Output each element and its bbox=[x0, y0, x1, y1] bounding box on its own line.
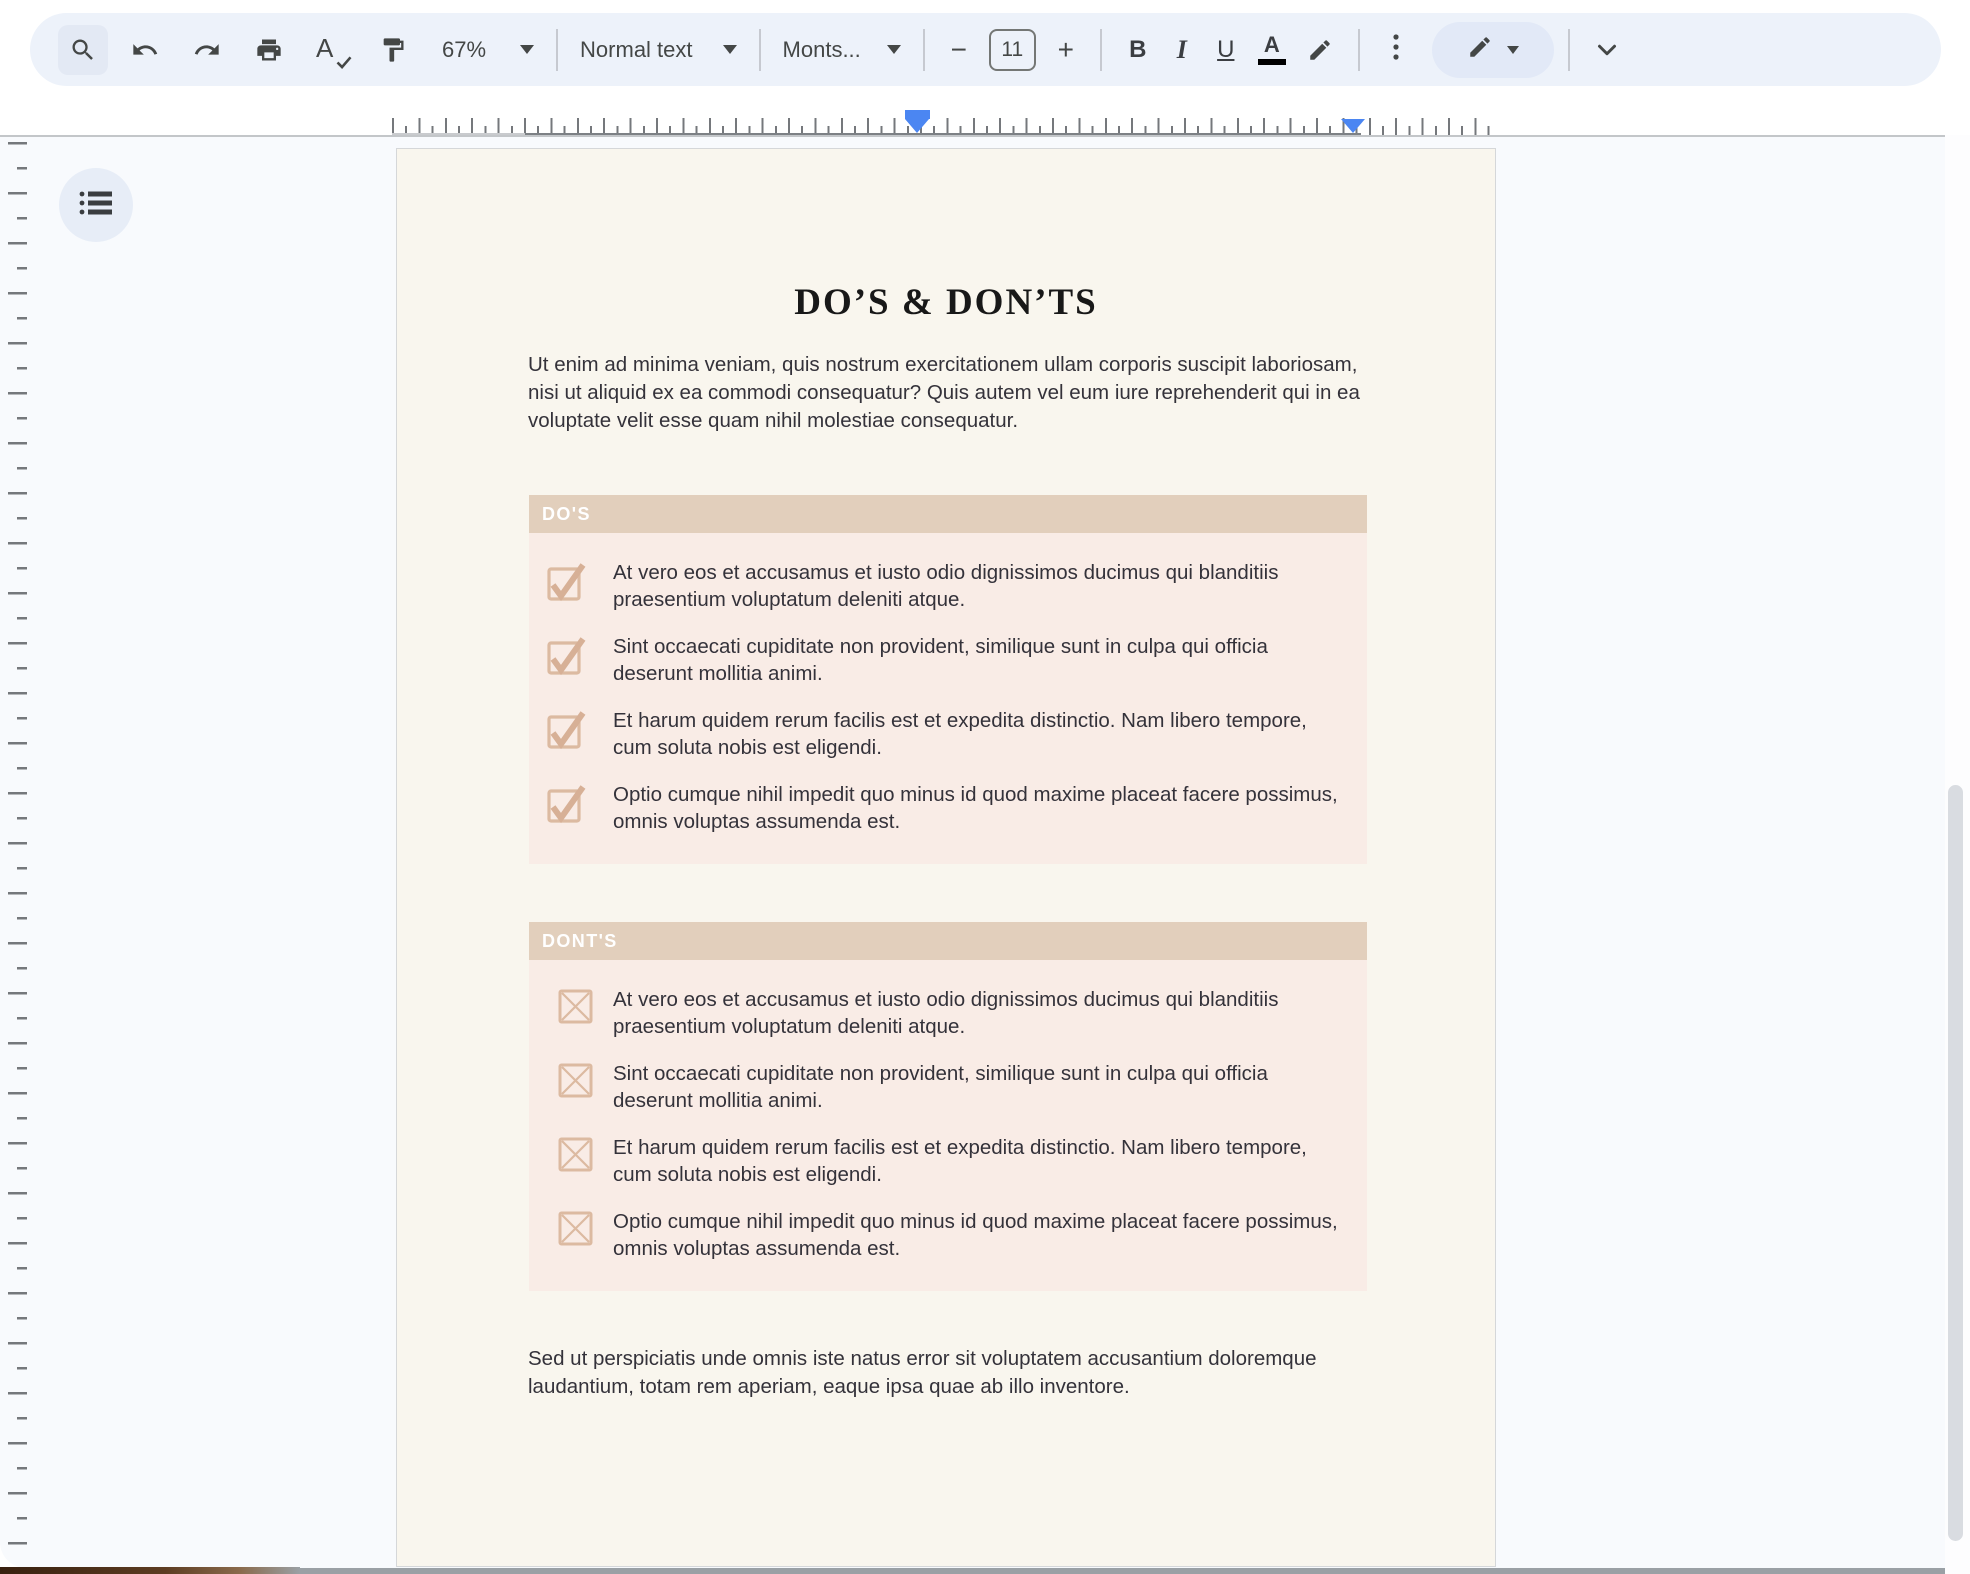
search-button[interactable] bbox=[58, 25, 108, 75]
font-size-input[interactable]: 11 bbox=[989, 29, 1036, 71]
zoom-value: 67% bbox=[442, 36, 487, 62]
hide-menus-button[interactable] bbox=[1584, 25, 1630, 75]
chevron-down-icon bbox=[1507, 46, 1519, 54]
list-item-text: At vero eos et accusamus et iusto odio dignissimos ducimus qui blanditiis praesentium voluptatum deleniti atque. bbox=[613, 561, 1279, 611]
list-item-text: Sint occaecati cupiditate non provident, similique sunt in culpa qui officia deserunt mollitia animi. bbox=[613, 635, 1268, 685]
text-color-icon: A bbox=[1258, 34, 1286, 65]
pencil-icon bbox=[1467, 34, 1493, 65]
underline-button[interactable]: U bbox=[1217, 35, 1235, 63]
font-value: Monts... bbox=[782, 36, 861, 62]
bottom-edge-shadow bbox=[0, 1567, 300, 1574]
outro-paragraph: Sed ut perspiciatis unde omnis iste natus error sit voluptatem accusantium doloremque laudantium, totam rem aperiam, eaque ipsa quae ab illo inventore. bbox=[528, 1347, 1317, 1398]
page-title: DO’S & DON’TS bbox=[794, 282, 1098, 323]
font-select[interactable] bbox=[775, 37, 909, 63]
crosslist-row bbox=[529, 1060, 1367, 1114]
highlight-color-button[interactable] bbox=[1296, 25, 1344, 75]
list-item-text: Et harum quidem rerum facilis est et expedita distinctio. Nam libero tempore, cum soluta nobis est eligendi. bbox=[613, 1136, 1307, 1186]
dos-section bbox=[529, 495, 1367, 864]
checklist-row bbox=[529, 559, 1367, 613]
vertical-scrollbar[interactable] bbox=[1948, 785, 1963, 1541]
donts-section bbox=[529, 922, 1367, 1291]
outline-list-icon bbox=[79, 188, 113, 223]
toolbar-divider bbox=[1568, 29, 1570, 71]
list-item-text: Optio cumque nihil impedit quo minus id quod maxime placeat facere possimus, omnis voluptas assumenda est. bbox=[613, 1210, 1338, 1260]
spellcheck-icon: A bbox=[316, 33, 346, 67]
dos-body bbox=[529, 533, 1367, 864]
list-item-text: Optio cumque nihil impedit quo minus id quod maxime placeat facere possimus, omnis voluptas assumenda est. bbox=[613, 783, 1338, 833]
checked-checkbox-icon bbox=[529, 633, 613, 687]
print-icon bbox=[255, 36, 283, 64]
styles-value: Normal text bbox=[580, 36, 693, 62]
crosslist-row bbox=[529, 986, 1367, 1040]
toolbar bbox=[30, 13, 1941, 86]
donts-header: DONT'S bbox=[529, 922, 1367, 960]
chevron-down-icon bbox=[1592, 35, 1622, 65]
text-color-button[interactable] bbox=[1248, 25, 1296, 75]
first-line-indent-marker[interactable] bbox=[905, 110, 930, 119]
list-item-text: Sint occaecati cupiditate non provident, similique sunt in culpa qui officia deserunt mollitia animi. bbox=[613, 1062, 1268, 1112]
paint-format-button[interactable] bbox=[368, 25, 418, 75]
more-options-button[interactable] bbox=[1374, 25, 1418, 75]
crossed-checkbox-icon bbox=[529, 986, 613, 1040]
undo-button[interactable] bbox=[120, 25, 170, 75]
vertical-dots-icon bbox=[1392, 31, 1400, 68]
list-item-text: Et harum quidem rerum facilis est et expedita distinctio. Nam libero tempore, cum soluta nobis est eligendi. bbox=[613, 709, 1307, 759]
crosslist-row bbox=[529, 1134, 1367, 1188]
spellcheck-button[interactable] bbox=[306, 25, 356, 75]
print-button[interactable] bbox=[244, 25, 294, 75]
vertical-ruler bbox=[8, 142, 27, 1562]
plus-icon: + bbox=[1057, 33, 1074, 65]
left-indent-marker[interactable] bbox=[905, 119, 929, 133]
font-size-decrease-button[interactable] bbox=[939, 28, 979, 72]
highlighter-icon bbox=[1307, 37, 1333, 63]
chevron-down-icon bbox=[723, 45, 737, 54]
redo-icon bbox=[193, 36, 221, 64]
undo-icon bbox=[131, 36, 159, 64]
editing-mode-button[interactable] bbox=[1432, 22, 1554, 78]
crosslist-row bbox=[529, 1208, 1367, 1262]
toolbar-divider bbox=[1100, 29, 1102, 71]
chevron-down-icon bbox=[520, 45, 534, 54]
horizontal-ruler bbox=[392, 108, 1497, 136]
right-indent-marker[interactable] bbox=[1341, 119, 1365, 133]
dos-header: DO'S bbox=[529, 495, 1367, 533]
intro-paragraph: Ut enim ad minima veniam, quis nostrum exercitationem ullam corporis suscipit laboriosam, nisi ut aliquid ex ea commodi consequatur? Quis autem vel eum iure reprehenderit qui in ea voluptate velit esse quam nihil molestiae consequatur. bbox=[528, 353, 1360, 432]
search-icon bbox=[69, 36, 97, 64]
toolbar-divider bbox=[1358, 29, 1360, 71]
checked-checkbox-icon bbox=[529, 559, 613, 613]
bold-button[interactable]: B bbox=[1129, 35, 1147, 63]
list-item-text: At vero eos et accusamus et iusto odio dignissimos ducimus qui blanditiis praesentium voluptatum deleniti atque. bbox=[613, 988, 1279, 1038]
document-outline-button[interactable] bbox=[59, 168, 133, 242]
redo-button[interactable] bbox=[182, 25, 232, 75]
paint-roller-icon bbox=[379, 36, 407, 64]
minus-icon: − bbox=[950, 33, 967, 65]
document-page[interactable] bbox=[396, 148, 1496, 1567]
toolbar-divider bbox=[556, 29, 558, 71]
crossed-checkbox-icon bbox=[529, 1060, 613, 1114]
chevron-down-icon bbox=[887, 45, 901, 54]
zoom-select[interactable] bbox=[434, 37, 542, 63]
donts-body bbox=[529, 960, 1367, 1291]
toolbar-divider bbox=[923, 29, 925, 71]
checklist-row bbox=[529, 707, 1367, 761]
checklist-row bbox=[529, 633, 1367, 687]
checked-checkbox-icon bbox=[529, 707, 613, 761]
checked-checkbox-icon bbox=[529, 781, 613, 835]
styles-select[interactable] bbox=[572, 37, 744, 63]
crossed-checkbox-icon bbox=[529, 1134, 613, 1188]
crossed-checkbox-icon bbox=[529, 1208, 613, 1262]
font-size-increase-button[interactable] bbox=[1046, 28, 1086, 72]
toolbar-divider bbox=[759, 29, 761, 71]
italic-button[interactable]: I bbox=[1176, 34, 1187, 64]
checklist-row bbox=[529, 781, 1367, 835]
